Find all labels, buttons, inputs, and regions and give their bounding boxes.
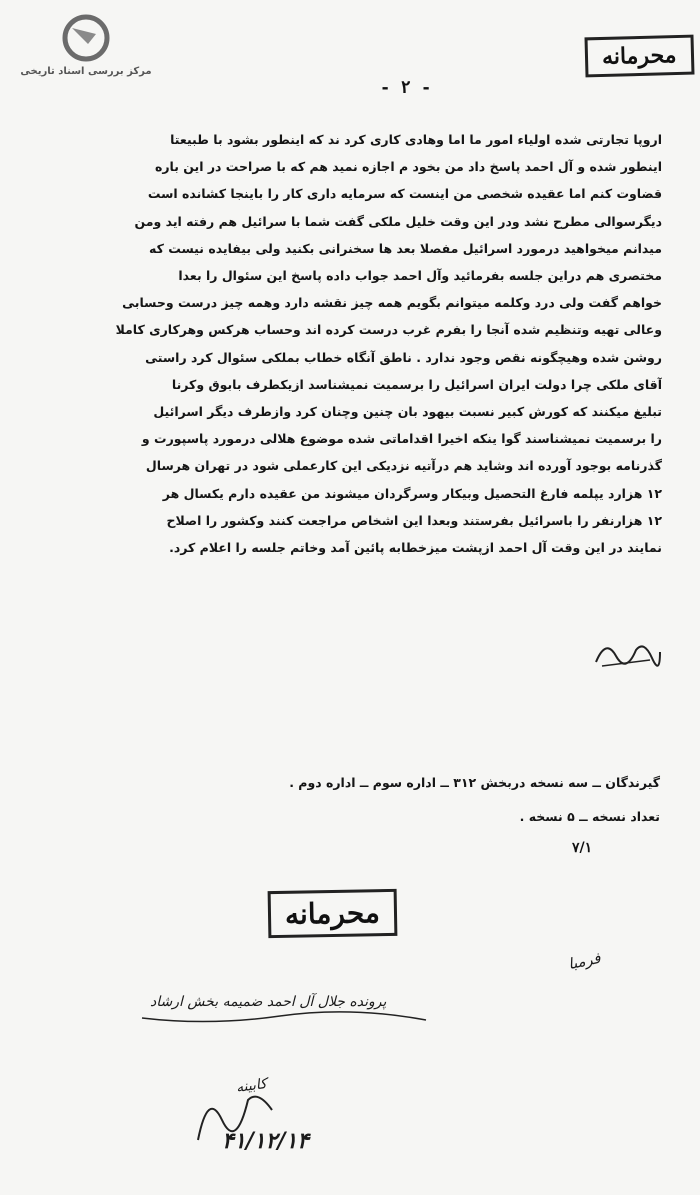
distribution-block <box>180 766 660 834</box>
page-number: - ۲ - <box>380 78 432 98</box>
handwritten-signature-bottom: کابینه <box>235 1075 268 1097</box>
body-line: وعالی تهیه وتنظیم شده آنجا را بفرم غرب درست کرده اند وحساب هرکس وهرکاری کاملا <box>115 322 662 338</box>
recipients-line: گیرندگان ــ سه نسخه دربخش ۳۱۲ ــ اداره سوم ــ اداره دوم . <box>289 775 660 790</box>
reference-number: ۷/۱ <box>572 840 593 856</box>
body-line: تبلیغ میکنند که کورش کبیر نسبت بیهود بان چنین وچنان کرد وازطرف دیگر اسرائیل <box>153 404 662 420</box>
body-line: خواهم گفت ولی درد وکلمه میتوانم بگویم همه چیز نقشه دارد وهمه چیز درست وحسابی <box>122 295 662 311</box>
report-body <box>62 126 662 561</box>
body-line: ۱۲ هزارد یپلمه فارغ التحصیل وبیکار وسرگردان میشوند من عقیده دارم یکسال هر <box>162 485 662 501</box>
handwritten-date: ۴۱/۱۲/۱۴ <box>222 1128 309 1154</box>
underline-scribble-icon <box>140 1008 430 1028</box>
margin-signature-scribble-icon <box>592 632 662 672</box>
archive-logo <box>16 14 156 84</box>
copies-line: تعداد نسخه ــ ۵ نسخه . <box>519 809 660 824</box>
body-line: قضاوت کنم اما عقیده شخصی من اینست که سرمایه داری کار را باینجا کشانده است <box>147 186 662 202</box>
archive-emblem-icon <box>58 14 114 62</box>
body-line: روشن شده وهیچگونه نقص وجود ندارد . ناطق آنگاه خطاب بملکی سئوال کرد راستی <box>145 349 662 365</box>
body-line: میدانم میخواهید درمورد اسرائیل مفصلا بعد ها سخنرانی بکنید ولی بیفایده نیست که <box>149 240 662 256</box>
classification-stamp-bottom: محرمانه <box>268 889 398 938</box>
body-line: اینطور شده و آل احمد پاسخ داد من بخود م اجازه نمید هم که با صراحت در این باره <box>154 159 662 175</box>
body-line: نمایند در این وقت آل احمد ازپشت میزخطابه پائین آمد وخاتم جلسه را اعلام کرد. <box>169 540 662 556</box>
classification-stamp-top: محرمانه <box>585 35 695 78</box>
handwritten-signature-top: فرمبا <box>566 948 603 974</box>
body-line: آقای ملکی چرا دولت ایران اسرائیل را برسمیت نمیشناسد ازیکطرف بابوق وکرنا <box>171 376 662 392</box>
body-line: دیگرسوالی مطرح نشد ودر این وقت خلیل ملکی گفت شما با سرائیل هم رفته اید ومن <box>134 213 662 229</box>
body-line: ۱۲ هزارنفر را باسرائیل بفرستند وبعدا این اشخاص مراجعت کنند وکشور را اصلاح <box>166 512 662 528</box>
body-line: اروپا تجارتی شده اولیاء امور ما اما وهادی کاری کرد ند که اینطور بشود با طبیعتا <box>170 132 662 147</box>
body-line: مختصری هم دراین جلسه بفرمائید وآل احمد جواب داده پاسخ این سئوال را بعدا <box>178 268 662 284</box>
body-line: را برسمیت نمیشناسند گوا ینکه اخیرا اقداماتی شده موضوع هلالی درمورد پاسپورت و <box>141 431 662 447</box>
handwritten-filing-note: پرونده جلال آل احمد ضمیمه بخش ارشاد <box>150 994 387 1010</box>
archive-logo-text: مرکز بررسی اسناد تاریخی <box>20 66 152 77</box>
body-line: گذرنامه بوجود آورده اند وشاید هم درآتیه نزدیکی این کارعملی شود در تهران هرسال <box>145 458 662 474</box>
